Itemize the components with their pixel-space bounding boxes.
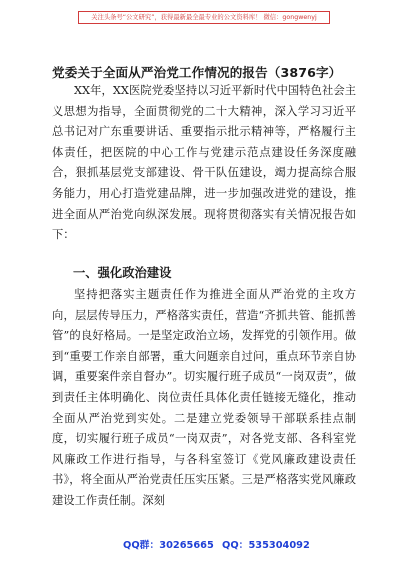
promo-banner-text: 关注头条号“公文研究”，获得最新最全最专业的公文资料库！ 微信：gongwenyj	[91, 14, 317, 21]
section-heading-1: 一、强化政治建设	[73, 266, 172, 280]
footer-contact	[0, 538, 408, 554]
paragraph-intro: XX年，XX医院党委坚持以习近平新时代中国特色社会主义思想为指导，全面贯彻党的二十大精神，深入学习习近平总书记对广东重要讲话、重要指示批示精神等，严格履行主体责任，把医院的中心工作与党建示范点建设任务深度融合，狠抓基层党支部建设、骨干队伍建设，竭力提高综合服务能力，用心打造党建品牌，进一步加强改进党的建设，推进全面从严治党向纵深发展。现将贯彻落实有关情况报告如下：	[52, 84, 356, 242]
paragraph-political-construction: 坚持把落实主题责任作为推进全面从严治党的主攻方向，层层传导压力，严格落实责任，营造“齐抓共管、能抓善管”的良好格局。一是坚定政治立场，发挥党的引领作用。做到“重要工作亲自部署，重大问题亲自过问，重点环节亲自协调，重要案件亲自督办”。切实履行班子成员“一岗双责”，做到责任主体明确化、岗位责任具体化责任链接无缝化，推动全面从严治党到实处。二是建立党委领导干部联系挂点制度，切实履行班子成员“一岗双责”，对各党支部、各科室党风廉政工作进行指导，与各科室签订《党风廉政建设责任书》，将全面从严治党责任压实压紧。三是严格落实党风廉政建设工作责任制。深刻	[52, 288, 356, 507]
promo-banner	[78, 11, 330, 24]
footer-qq-number: QQ：535304092	[222, 540, 310, 551]
footer-qq-group: QQ群：30265665	[123, 540, 214, 551]
document-title: 党委关于全面从严治党工作情况的报告（3876字）	[52, 65, 342, 80]
